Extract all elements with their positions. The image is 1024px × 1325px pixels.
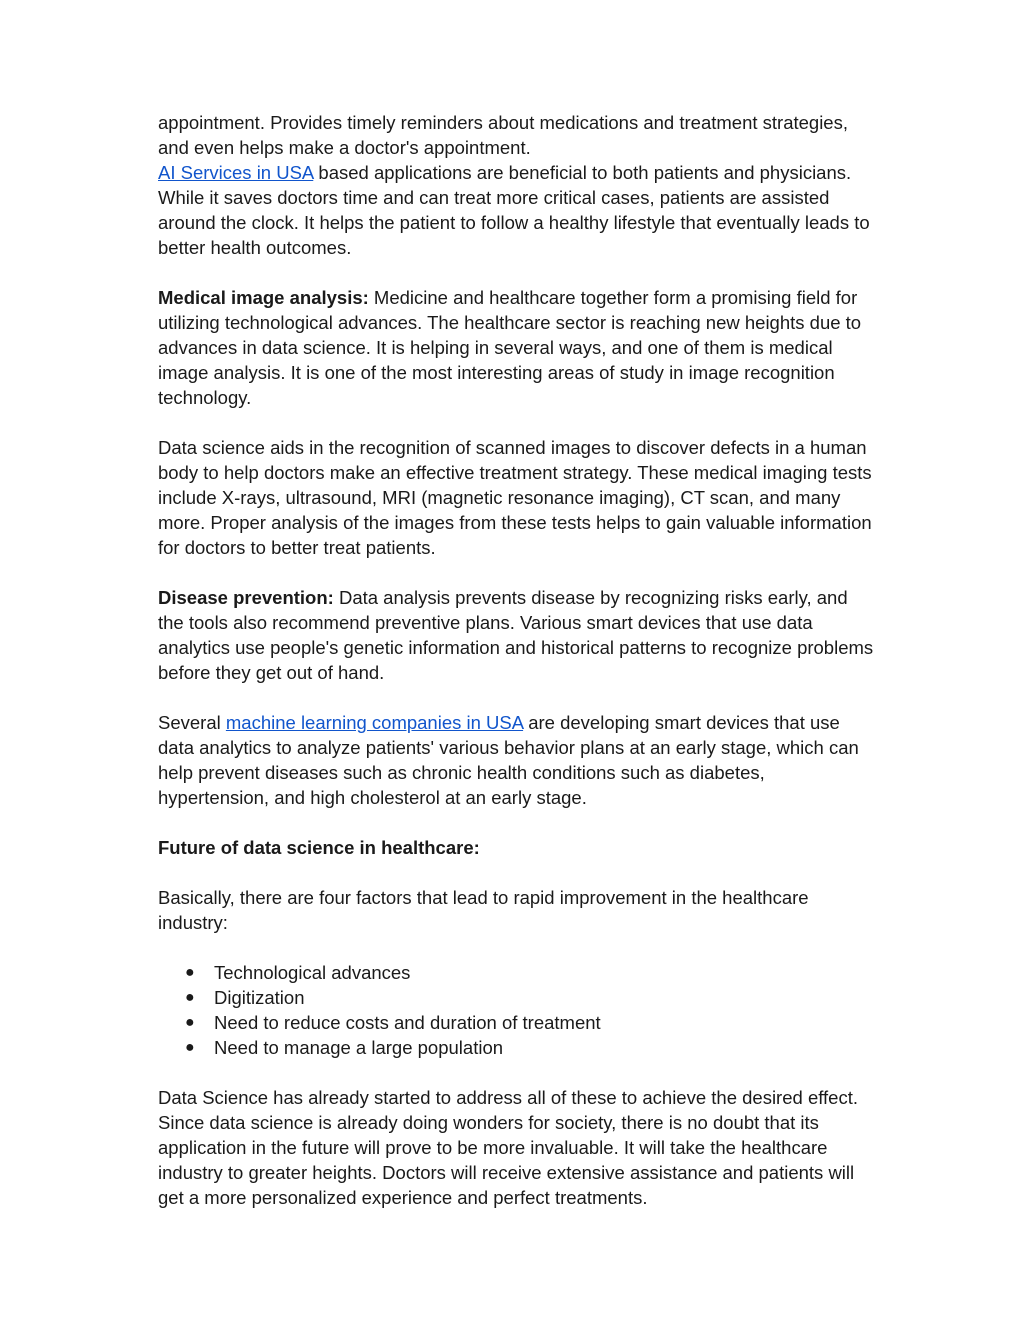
bullet-icon: ● <box>185 989 195 1006</box>
disease-prevention-body: Data analysis prevents disease by recognizing risks early, and the tools also recommend preventive plans. Various smart devices that use data analytics use people's genetic information and historical patterns to recognize problems before they get out of hand. <box>158 587 874 683</box>
ml-companies-link[interactable]: machine learning companies in USA <box>225 712 524 733</box>
ai-services-link[interactable]: AI Services in USA <box>158 162 314 183</box>
medical-image-paragraph-2: Data science aids in the recognition of scanned images to discover defects in a human body to help doctors make an effective treatment strategy. These medical imaging tests include X-rays, ultrasound, MRI (magnetic resonance imaging), CT scan, and many more. Proper analysis of the images from these tests helps to gain valuable information for doctors to better treat patients. <box>158 437 872 558</box>
disease-prevention-rest-text: are developing smart devices that use data analytics to analyze patients' various behavior plans at an early stage, which can help prevent diseases such as chronic health conditions such as diabetes, hypertension, and high cholesterol at an early stage. <box>158 712 859 808</box>
conclusion-paragraph: Data Science has already started to address all of these to achieve the desired effect. Since data science is already doing wonders for society, there is no doubt that its application in the future will prove to be more invaluable. It will take the healthcare industry to greater heights. Doctors will receive extensive assistance and patients will get a more personalized experience and perfect treatments. <box>158 1087 858 1208</box>
bullet-icon: ● <box>185 1039 195 1056</box>
list-item-text: Digitization <box>214 987 305 1008</box>
intro-paragraph <box>158 110 878 260</box>
list-item <box>158 1010 878 1035</box>
list-item <box>158 1035 878 1060</box>
list-item-text: Need to manage a large population <box>214 1037 504 1058</box>
list-item-text: Technological advances <box>214 962 411 983</box>
future-heading: Future of data science in healthcare: <box>158 837 480 858</box>
bullet-icon: ● <box>185 964 195 981</box>
list-item-text: Need to reduce costs and duration of treatment <box>214 1012 601 1033</box>
medical-image-heading: Medical image analysis: <box>158 287 369 308</box>
intro-rest-text: based applications are beneficial to both patients and physicians. While it saves doctors time and can treat more critical cases, patients are assisted around the clock. It helps the patient to follow a healthy lifestyle that eventually leads to better health outcomes. <box>158 162 870 258</box>
disease-prevention-heading: Disease prevention: <box>158 587 334 608</box>
several-text: Several <box>158 712 226 733</box>
future-intro: Basically, there are four factors that lead to rapid improvement in the healthcare industry: <box>158 887 809 933</box>
medical-image-paragraph <box>158 285 878 410</box>
list-item <box>158 960 878 985</box>
disease-prevention-paragraph <box>158 585 878 685</box>
bullet-icon: ● <box>185 1014 195 1031</box>
factors-list <box>158 960 878 1060</box>
list-item <box>158 985 878 1010</box>
medical-image-body: Medicine and healthcare together form a promising field for utilizing technological advances. The healthcare sector is reaching new heights due to advances in data science. It is helping in several ways, and one of them is medical image analysis. It is one of the most interesting areas of study in image recognition technology. <box>158 287 862 408</box>
intro-line: appointment. Provides timely reminders about medications and treatment strategies, and even helps make a doctor's appointment. <box>158 112 848 158</box>
disease-prevention-paragraph-2 <box>158 710 878 810</box>
document-page <box>158 110 878 1210</box>
